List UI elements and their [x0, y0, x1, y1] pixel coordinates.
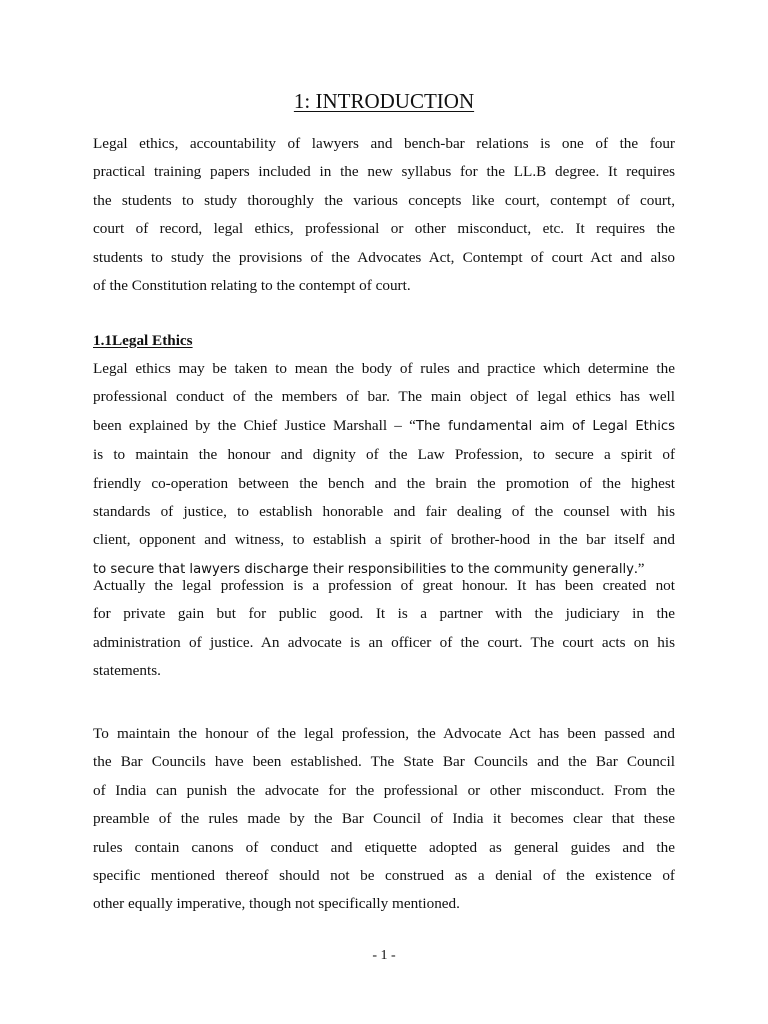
section-heading: 1.1Legal Ethics	[93, 332, 193, 349]
council-line: preamble of the rules made by the Bar Council of India it becomes clear that these	[93, 810, 675, 828]
intro-line: practical training papers included in the new syllabus for the LL.B degree. It requires	[93, 163, 675, 181]
profession-line: statements.	[93, 662, 161, 680]
ethics-line: is to maintain the honour and dignity of the Law Profession, to secure a spirit of	[93, 446, 675, 464]
intro-line: the students to study thoroughly the various concepts like court, contempt of court,	[93, 191, 675, 209]
quote-text: to secure that lawyers discharge their responsibilities to the community generally	[93, 561, 634, 577]
intro-paragraph	[93, 130, 675, 300]
page-title: 1: INTRODUCTION	[293, 89, 475, 113]
council-line: the Bar Councils have been established. The State Bar Councils and the Bar Council	[93, 753, 675, 771]
intro-line: of the Constitution relating to the contempt of court.	[93, 277, 411, 295]
council-line: other equally imperative, though not specifically mentioned.	[93, 895, 460, 913]
quote-text: The fundamental aim of Legal Ethics	[415, 418, 675, 434]
council-line: To maintain the honour of the legal profession, the Advocate Act has been passed and	[93, 725, 675, 742]
council-paragraph	[93, 720, 675, 919]
council-line: rules contain canons of conduct and etiquette adopted as general guides and the	[93, 838, 675, 856]
profession-line: for private gain but for public good. It is a partner with the judiciary in the	[93, 605, 675, 623]
ethics-line-text: been explained by the Chief Justice Marshall – “	[93, 416, 416, 434]
ethics-paragraph	[93, 355, 675, 584]
ethics-line: standards of justice, to establish honorable and fair dealing of the counsel with his	[93, 503, 675, 521]
intro-line: Legal ethics, accountability of lawyers and bench-bar relations is one of the four	[93, 135, 675, 152]
ethics-line: client, opponent and witness, to establish a spirit of brother-hood in the bar itself and	[93, 531, 675, 549]
profession-paragraph	[93, 572, 675, 686]
intro-line: court of record, legal ethics, professional or other misconduct, etc. It requires the	[93, 220, 675, 238]
ethics-line	[93, 412, 675, 441]
council-line: specific mentioned thereof should not be construed as a denial of the existence of	[93, 867, 675, 885]
profession-line: administration of justice. An advocate is an officer of the court. The court acts on his	[93, 633, 675, 651]
page-number: - 1 -	[372, 948, 396, 963]
intro-line: students to study the provisions of the Advocates Act, Contempt of court Act and also	[93, 248, 675, 266]
ethics-line: Legal ethics may be taken to mean the body of rules and practice which determine the	[93, 360, 675, 377]
ethics-line: friendly co-operation between the bench and the brain the promotion of the highest	[93, 474, 675, 492]
document-page	[93, 0, 675, 1024]
profession-line: Actually the legal profession is a profession of great honour. It has been created not	[93, 577, 675, 594]
quote-close: .”	[633, 559, 645, 577]
council-line: of India can punish the advocate for the professional or other misconduct. From the	[93, 781, 675, 799]
ethics-line: professional conduct of the members of bar. The main object of legal ethics has well	[93, 388, 675, 406]
